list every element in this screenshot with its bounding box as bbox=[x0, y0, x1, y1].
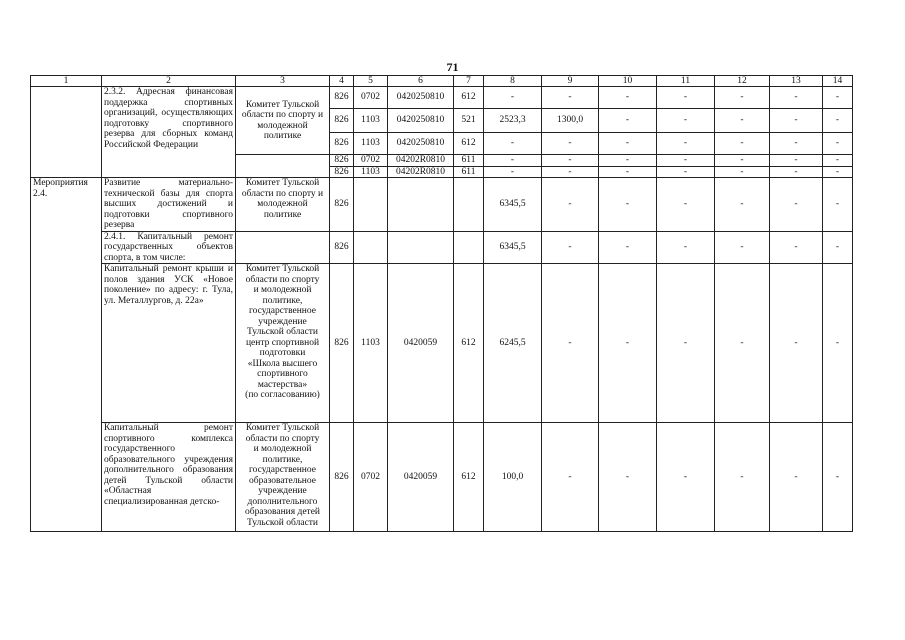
row-description: 2.3.2. Адресная финансовая поддержка спортивных организаций, осуществляющих подготовку спортивного резерва для сборных команд Российской Федерации bbox=[102, 87, 236, 178]
table-row bbox=[31, 231, 853, 264]
row-executor: Комитет Тульской области по спорту и молодежной политике bbox=[236, 178, 330, 232]
col-header-10: 10 bbox=[599, 76, 657, 87]
cell-dash: - bbox=[542, 178, 599, 232]
cell-c8: - bbox=[484, 87, 542, 109]
table-row bbox=[31, 423, 853, 532]
cell-dash: - bbox=[823, 133, 853, 155]
cell-dash: - bbox=[599, 87, 657, 109]
cell-c4: 826 bbox=[330, 264, 354, 423]
cell-c5: 1103 bbox=[354, 166, 388, 178]
executor-line: учреждение bbox=[258, 486, 307, 496]
cell-dash: - bbox=[657, 231, 715, 264]
cell-c7: 612 bbox=[454, 133, 484, 155]
cell-dash: - bbox=[657, 166, 715, 178]
row-description: Развитие материально-технической базы для спорта высших достижений и подготовки спортивного резерва bbox=[102, 178, 236, 232]
col-header-12: 12 bbox=[715, 76, 770, 87]
cell-dash: - bbox=[770, 264, 823, 423]
cell-c6: 0420059 bbox=[388, 423, 454, 532]
col-header-3: 3 bbox=[236, 76, 330, 87]
cell-dash: - bbox=[715, 109, 770, 133]
cell-c7: 612 bbox=[454, 423, 484, 532]
cell-dash: - bbox=[715, 178, 770, 232]
cell-dash: - bbox=[823, 166, 853, 178]
cell-c4: 826 bbox=[330, 166, 354, 178]
cell-c4: 826 bbox=[330, 155, 354, 167]
cell-c6: 0420250810 bbox=[388, 109, 454, 133]
cell-c7-empty bbox=[454, 231, 484, 264]
cell-dash: - bbox=[599, 231, 657, 264]
executor-line: образования детей bbox=[245, 507, 320, 517]
col-header-11: 11 bbox=[657, 76, 715, 87]
cell-c7: 521 bbox=[454, 109, 484, 133]
cell-dash: - bbox=[715, 155, 770, 167]
cell-c9: - bbox=[542, 166, 599, 178]
cell-c8: 6245,5 bbox=[484, 264, 542, 423]
cell-dash: - bbox=[657, 178, 715, 232]
table-row bbox=[31, 87, 853, 109]
cell-c9: - bbox=[542, 155, 599, 167]
budget-table bbox=[30, 75, 853, 532]
col-header-5: 5 bbox=[354, 76, 388, 87]
executor-line: области по спорту bbox=[245, 433, 320, 444]
cell-dash: - bbox=[657, 423, 715, 532]
executor-line: «Школа высшего bbox=[247, 358, 318, 369]
col-header-4: 4 bbox=[330, 76, 354, 87]
column-number-row bbox=[31, 76, 853, 87]
cell-dash: - bbox=[657, 133, 715, 155]
col-header-6: 6 bbox=[388, 76, 454, 87]
col-header-8: 8 bbox=[484, 76, 542, 87]
cell-dash: - bbox=[542, 423, 599, 532]
cell-c6-empty bbox=[388, 231, 454, 264]
section-cell-empty bbox=[31, 87, 102, 178]
executor-line: и молодежной bbox=[253, 285, 312, 295]
col-header-7: 7 bbox=[454, 76, 484, 87]
row-description: Капитальный ремонт спортивного комплекса государственного образовательного учреждения дополнительного образования детей Тульской области «Областная специализированная детско- bbox=[102, 423, 236, 532]
cell-c4: 826 bbox=[330, 423, 354, 532]
cell-c4: 826 bbox=[330, 109, 354, 133]
row-executor bbox=[236, 423, 330, 532]
cell-c8: 6345,5 bbox=[484, 231, 542, 264]
cell-c6-empty bbox=[388, 178, 454, 232]
cell-dash: - bbox=[823, 178, 853, 232]
cell-c5: 0702 bbox=[354, 423, 388, 532]
executor-line: образовательное bbox=[249, 475, 316, 486]
table-row bbox=[31, 178, 853, 232]
executor-line: государственное bbox=[249, 465, 316, 475]
page-number: 71 bbox=[446, 60, 459, 74]
cell-dash: - bbox=[770, 231, 823, 264]
cell-c4: 826 bbox=[330, 231, 354, 264]
cell-dash: - bbox=[715, 231, 770, 264]
cell-dash: - bbox=[770, 133, 823, 155]
col-header-9: 9 bbox=[542, 76, 599, 87]
cell-c9: 1300,0 bbox=[542, 109, 599, 133]
executor-line: учреждение bbox=[258, 316, 307, 327]
cell-dash: - bbox=[599, 178, 657, 232]
executor-line: (по согласованию) bbox=[245, 390, 320, 400]
row-executor-empty bbox=[236, 231, 330, 264]
cell-c6: 04202R0810 bbox=[388, 166, 454, 178]
cell-dash: - bbox=[599, 423, 657, 532]
table-row bbox=[31, 264, 853, 423]
cell-dash: - bbox=[823, 231, 853, 264]
row-description: 2.4.1. Капитальный ремонт государственных объектов спорта, в том числе: bbox=[102, 231, 236, 264]
cell-dash: - bbox=[599, 166, 657, 178]
cell-dash: - bbox=[770, 166, 823, 178]
cell-dash: - bbox=[715, 423, 770, 532]
cell-c4: 826 bbox=[330, 133, 354, 155]
executor-line: подготовки bbox=[259, 348, 306, 358]
cell-c7-empty bbox=[454, 178, 484, 232]
cell-dash: - bbox=[770, 155, 823, 167]
cell-dash: - bbox=[657, 87, 715, 109]
cell-dash: - bbox=[657, 264, 715, 423]
executor-line: политике, bbox=[262, 295, 303, 306]
cell-c8: - bbox=[484, 166, 542, 178]
cell-c6: 0420250810 bbox=[388, 133, 454, 155]
cell-dash: - bbox=[823, 87, 853, 109]
cell-c8: 2523,3 bbox=[484, 109, 542, 133]
cell-dash: - bbox=[715, 133, 770, 155]
cell-dash: - bbox=[542, 264, 599, 423]
executor-line: мастерства» bbox=[257, 379, 308, 390]
executor-line: политике, bbox=[262, 454, 303, 465]
cell-c5: 0702 bbox=[354, 155, 388, 167]
row-description: Капитальный ремонт крыши и полов здания УСК «Новое поколение» по адресу: г. Тула, ул. Металлургов, д. 22а» bbox=[102, 264, 236, 423]
executor-line: государственное bbox=[249, 306, 316, 316]
cell-c8: 6345,5 bbox=[484, 178, 542, 232]
row-executor-empty bbox=[236, 155, 330, 178]
cell-c8: - bbox=[484, 155, 542, 167]
executor-line: Тульской области bbox=[246, 517, 319, 528]
cell-c5: 0702 bbox=[354, 87, 388, 109]
cell-dash: - bbox=[715, 166, 770, 178]
row-executor bbox=[236, 264, 330, 423]
cell-c6: 04202R0810 bbox=[388, 155, 454, 167]
cell-c5-empty bbox=[354, 178, 388, 232]
col-header-2: 2 bbox=[102, 76, 236, 87]
cell-c7: 612 bbox=[454, 87, 484, 109]
executor-line: и молодежной bbox=[253, 444, 312, 454]
executor-line: Комитет Тульской bbox=[245, 423, 320, 433]
executor-line: Комитет Тульской bbox=[245, 264, 320, 274]
cell-dash: - bbox=[823, 423, 853, 532]
measure-label: Мероприятия 2.4. bbox=[31, 178, 102, 532]
cell-c5: 1103 bbox=[354, 264, 388, 423]
cell-dash: - bbox=[657, 109, 715, 133]
cell-c6: 0420059 bbox=[388, 264, 454, 423]
col-header-13: 13 bbox=[770, 76, 823, 87]
cell-dash: - bbox=[657, 155, 715, 167]
cell-c7: 611 bbox=[454, 166, 484, 178]
cell-c6: 0420250810 bbox=[388, 87, 454, 109]
cell-c8: 100,0 bbox=[484, 423, 542, 532]
cell-dash: - bbox=[770, 87, 823, 109]
cell-c4: 826 bbox=[330, 87, 354, 109]
cell-c5-empty bbox=[354, 231, 388, 264]
cell-dash: - bbox=[715, 264, 770, 423]
cell-dash: - bbox=[599, 133, 657, 155]
cell-dash: - bbox=[770, 109, 823, 133]
cell-c8: - bbox=[484, 133, 542, 155]
cell-c5: 1103 bbox=[354, 133, 388, 155]
cell-dash: - bbox=[823, 109, 853, 133]
cell-dash: - bbox=[823, 264, 853, 423]
cell-dash: - bbox=[599, 264, 657, 423]
executor-line: дополнительного bbox=[247, 496, 318, 507]
col-header-1: 1 bbox=[31, 76, 102, 87]
cell-dash: - bbox=[599, 109, 657, 133]
cell-dash: - bbox=[542, 231, 599, 264]
cell-dash: - bbox=[823, 155, 853, 167]
cell-dash: - bbox=[599, 155, 657, 167]
cell-dash: - bbox=[770, 178, 823, 232]
cell-c7: 611 bbox=[454, 155, 484, 167]
row-executor: Комитет Тульской области по спорту и молодежной политике bbox=[236, 87, 330, 155]
cell-c5: 1103 bbox=[354, 109, 388, 133]
cell-c7: 612 bbox=[454, 264, 484, 423]
cell-c4: 826 bbox=[330, 178, 354, 232]
executor-line: Тульской области bbox=[246, 327, 319, 337]
col-header-14: 14 bbox=[823, 76, 853, 87]
cell-c9: - bbox=[542, 133, 599, 155]
cell-dash: - bbox=[715, 87, 770, 109]
executor-line: спортивного bbox=[257, 369, 308, 379]
cell-dash: - bbox=[770, 423, 823, 532]
executor-line: области по спорту bbox=[245, 274, 320, 285]
executor-line: центр спортивной bbox=[245, 337, 320, 348]
cell-c9: - bbox=[542, 87, 599, 109]
